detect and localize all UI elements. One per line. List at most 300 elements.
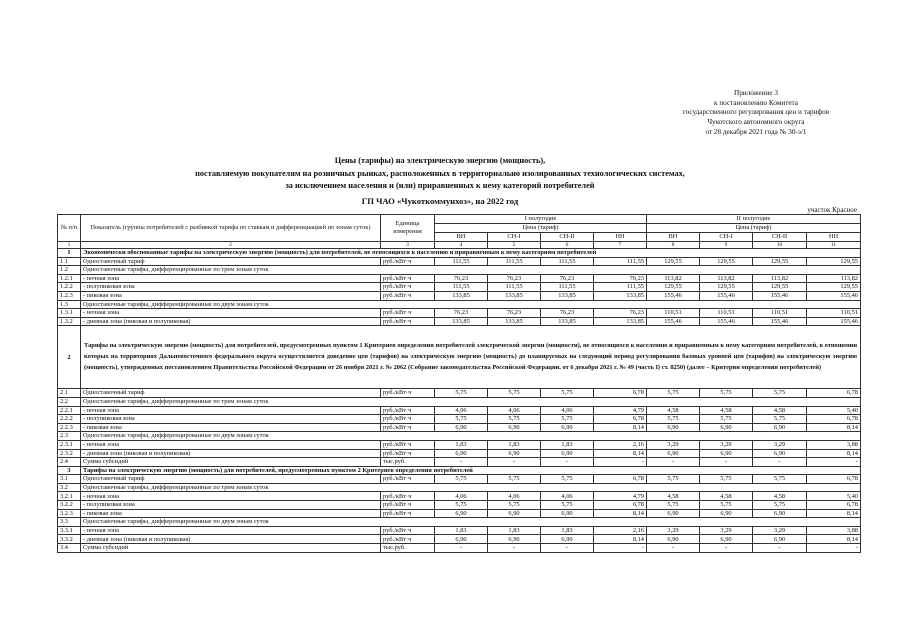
row-value: 3,29 <box>647 526 700 535</box>
row-value: 76,23 <box>488 274 541 283</box>
row-number: 1 <box>58 249 81 258</box>
row-value: 6,78 <box>594 415 647 424</box>
header-price-2: Цена (тариф) <box>647 224 861 233</box>
row-value: 6,90 <box>700 449 753 458</box>
row-value: 1,83 <box>541 440 594 449</box>
header-price-1: Цена (тариф) <box>435 224 647 233</box>
row-value: 5,75 <box>700 389 753 398</box>
row-value: 76,23 <box>541 309 594 318</box>
row-value: 155,46 <box>700 317 753 326</box>
row-value: 111,55 <box>594 283 647 292</box>
row-value: 5,40 <box>807 406 861 415</box>
table-row <box>58 266 861 275</box>
row-value: 111,55 <box>594 257 647 266</box>
row-value: 1,83 <box>435 440 488 449</box>
row-value: 4,79 <box>594 406 647 415</box>
header-level: СН-I <box>700 233 753 242</box>
row-value: 111,55 <box>488 283 541 292</box>
row-value: 1,83 <box>541 526 594 535</box>
row-number: 3.2.3 <box>58 509 81 518</box>
row-number: 1.2.3 <box>58 291 81 300</box>
row-value: 76,23 <box>435 274 488 283</box>
header-col-number: 8 <box>647 242 700 249</box>
row-value: - <box>594 544 647 553</box>
row-value: 6,78 <box>594 501 647 510</box>
table-row <box>58 300 861 309</box>
table-row <box>58 509 861 518</box>
row-value: 133,85 <box>594 291 647 300</box>
row-value: 110,51 <box>700 309 753 318</box>
row-unit: руб./кВт·ч <box>381 449 435 458</box>
row-number: 3.3 <box>58 518 81 527</box>
row-value: 6,90 <box>488 509 541 518</box>
table-row <box>58 492 861 501</box>
table-row <box>58 458 861 467</box>
row-unit: руб./кВт·ч <box>381 317 435 326</box>
row-value: 6,90 <box>753 509 807 518</box>
row-value: 5,75 <box>488 501 541 510</box>
row-value: 5,75 <box>488 389 541 398</box>
header-col-number: 6 <box>541 242 594 249</box>
appendix-line: от 28 декабря 2021 года № 30-э/1 <box>705 127 807 136</box>
row-value: - <box>541 458 594 467</box>
row-value: 6,90 <box>541 509 594 518</box>
row-value: 5,75 <box>541 415 594 424</box>
header-col-number: 2 <box>81 242 381 249</box>
row-number: 2.2.1 <box>58 406 81 415</box>
table-row <box>58 283 861 292</box>
row-number: 1.3 <box>58 300 81 309</box>
row-value: 4,06 <box>541 406 594 415</box>
title-line: поставляемую покупателям на розничных рынках, расположенных в территориально изолированных технологических системах, <box>195 168 685 178</box>
row-value: 4,58 <box>700 406 753 415</box>
appendix-line: Приложение 3 <box>734 89 778 97</box>
row-value: 3,88 <box>807 526 861 535</box>
row-value: 111,55 <box>435 283 488 292</box>
table-row <box>58 432 861 441</box>
header-half-1: I полугодие <box>435 215 647 224</box>
row-value: 110,51 <box>753 309 807 318</box>
header-col-number: 1 <box>58 242 81 249</box>
row-value: 155,46 <box>807 317 861 326</box>
row-value: 133,85 <box>541 317 594 326</box>
row-value: 5,75 <box>647 415 700 424</box>
row-name: Одноставочный тариф <box>81 389 381 398</box>
row-value: 129,55 <box>700 257 753 266</box>
row-value: 110,51 <box>647 309 700 318</box>
table-row <box>58 475 861 484</box>
row-value: - <box>647 458 700 467</box>
header-col-number: 3 <box>381 242 435 249</box>
row-unit: руб./кВт·ч <box>381 283 435 292</box>
row-name: - ночная зона <box>81 309 381 318</box>
row-value: 4,06 <box>488 406 541 415</box>
row-value: 8,14 <box>594 449 647 458</box>
row-value: 113,82 <box>753 274 807 283</box>
row-number: 3.2 <box>58 483 81 492</box>
row-value: 6,78 <box>807 389 861 398</box>
row-unit: руб./кВт·ч <box>381 535 435 544</box>
row-value: 6,90 <box>647 509 700 518</box>
row-subheading: Одноставочные тарифы, дифференцированные по трем зонам суток <box>81 483 861 492</box>
row-value: - <box>700 544 753 553</box>
row-value: 6,90 <box>700 423 753 432</box>
row-value: 6,90 <box>700 509 753 518</box>
row-name: - дневная зона (пиковая и полупиковая) <box>81 535 381 544</box>
row-unit: руб./кВт·ч <box>381 492 435 501</box>
row-value: 133,85 <box>435 291 488 300</box>
row-value: 76,23 <box>541 274 594 283</box>
row-value: - <box>700 458 753 467</box>
row-value: 129,55 <box>807 283 861 292</box>
row-value: 8,14 <box>594 535 647 544</box>
title-line: Цены (тарифы) на электрическую энергию (мощность), <box>334 156 546 165</box>
table-row <box>58 317 861 326</box>
table-row <box>58 415 861 424</box>
row-value: 133,85 <box>541 291 594 300</box>
row-value: 5,75 <box>435 389 488 398</box>
row-number: 2.2.2 <box>58 415 81 424</box>
row-value: - <box>807 458 861 467</box>
row-value: 6,90 <box>488 423 541 432</box>
row-name: - полупиковая зона <box>81 283 381 292</box>
row-unit: руб./кВт·ч <box>381 406 435 415</box>
appendix-line: государственного регулирования цен и тарифов <box>682 108 830 117</box>
row-value: 4,06 <box>488 492 541 501</box>
row-value: 5,75 <box>753 475 807 484</box>
row-value: 2,16 <box>594 526 647 535</box>
table-row <box>58 257 861 266</box>
row-value: 5,75 <box>647 389 700 398</box>
row-value: 113,82 <box>700 274 753 283</box>
row-name: - пиковая зона <box>81 509 381 518</box>
row-value: - <box>807 544 861 553</box>
row-name: - ночная зона <box>81 406 381 415</box>
row-value: 155,46 <box>647 317 700 326</box>
row-number: 2.2.3 <box>58 423 81 432</box>
appendix-block <box>651 89 841 138</box>
row-value: - <box>647 544 700 553</box>
row-number: 3.2.1 <box>58 492 81 501</box>
row-value: 6,78 <box>594 389 647 398</box>
row-value: 8,14 <box>807 535 861 544</box>
header-level: ВН <box>647 233 700 242</box>
row-value: 3,29 <box>753 526 807 535</box>
header-half-2: II полугодие <box>647 215 861 224</box>
row-value: 8,14 <box>594 509 647 518</box>
row-value: 6,90 <box>753 449 807 458</box>
row-value: 4,06 <box>435 406 488 415</box>
header-col-number: 5 <box>488 242 541 249</box>
header-col-number: 4 <box>435 242 488 249</box>
header-col-number: 10 <box>753 242 807 249</box>
row-subheading: Одноставочные тарифы, дифференцированные по двум зонам суток <box>81 432 861 441</box>
row-value: 155,46 <box>647 291 700 300</box>
row-value: 6,90 <box>541 423 594 432</box>
row-value: 6,90 <box>488 449 541 458</box>
row-value: 4,58 <box>700 492 753 501</box>
table-row <box>58 397 861 406</box>
row-value: 5,40 <box>807 492 861 501</box>
appendix-line: Чукотского автономного округа <box>707 118 805 127</box>
row-name: Сумма субсидий <box>81 544 381 553</box>
row-value: 155,46 <box>753 291 807 300</box>
row-value: 133,85 <box>488 317 541 326</box>
header-col-number: 9 <box>700 242 753 249</box>
row-unit: руб./кВт·ч <box>381 291 435 300</box>
row-value: 6,78 <box>807 415 861 424</box>
row-unit: руб./кВт·ч <box>381 389 435 398</box>
row-number: 1.1 <box>58 257 81 266</box>
table-row <box>58 309 861 318</box>
row-value: 76,23 <box>594 309 647 318</box>
row-name: - ночная зона <box>81 526 381 535</box>
row-unit: руб./кВт·ч <box>381 274 435 283</box>
title-line: за исключением населения и (или) приравненных к нему категорий потребителей <box>285 181 595 191</box>
row-name: - пиковая зона <box>81 423 381 432</box>
header-unit: Единица измерения <box>381 215 435 242</box>
site-note: участок Красное <box>807 206 857 214</box>
row-value: 5,75 <box>700 415 753 424</box>
row-value: 6,78 <box>807 475 861 484</box>
header-col-number: 7 <box>594 242 647 249</box>
row-value: 129,55 <box>807 257 861 266</box>
row-value: 76,23 <box>435 309 488 318</box>
row-unit: руб./кВт·ч <box>381 501 435 510</box>
row-value: 6,90 <box>435 535 488 544</box>
row-value: 155,46 <box>753 317 807 326</box>
row-value: 111,55 <box>541 283 594 292</box>
row-value: - <box>435 458 488 467</box>
row-value: 113,82 <box>647 274 700 283</box>
table-row <box>58 466 861 475</box>
row-number: 1.3.1 <box>58 309 81 318</box>
row-number: 1.2 <box>58 266 81 275</box>
row-value: 5,75 <box>700 501 753 510</box>
row-value: 5,75 <box>753 389 807 398</box>
row-value: 8,14 <box>807 449 861 458</box>
row-section-name: Тарифы на электрическую энергию (мощность) для потребителей, предусмотренных пунктом 2 Критериев определения потребителей <box>81 466 861 475</box>
row-value: 6,90 <box>541 449 594 458</box>
row-subheading: Одноставочные тарифы, дифференцированные по трем зонам суток <box>81 397 861 406</box>
tariff-table <box>57 214 861 553</box>
row-value: 5,75 <box>541 475 594 484</box>
row-value: 8,14 <box>807 423 861 432</box>
row-value: 111,55 <box>488 257 541 266</box>
row-number: 2.1 <box>58 389 81 398</box>
row-number: 1.2.2 <box>58 283 81 292</box>
table-row <box>58 535 861 544</box>
row-subheading: Одноставочные тарифы, дифференцированные по двум зонам суток <box>81 300 861 309</box>
row-value: 6,90 <box>435 423 488 432</box>
row-number: 3.3.1 <box>58 526 81 535</box>
row-unit: тыс.руб. <box>381 544 435 553</box>
row-number: 3.2.2 <box>58 501 81 510</box>
row-value: 3,29 <box>647 440 700 449</box>
row-value: - <box>594 458 647 467</box>
row-value: 3,88 <box>807 440 861 449</box>
row-value: 1,83 <box>488 440 541 449</box>
row-value: - <box>753 544 807 553</box>
row-value: 6,90 <box>647 423 700 432</box>
row-value: 133,85 <box>488 291 541 300</box>
row-value: 155,46 <box>700 291 753 300</box>
table-row <box>58 526 861 535</box>
row-unit: руб./кВт·ч <box>381 309 435 318</box>
row-value: 5,75 <box>753 501 807 510</box>
table-row <box>58 389 861 398</box>
row-value: 6,90 <box>753 423 807 432</box>
header-level: СН-II <box>753 233 807 242</box>
row-value: 129,55 <box>753 283 807 292</box>
row-unit: тыс.руб. <box>381 458 435 467</box>
row-value: - <box>488 544 541 553</box>
row-number: 2.4 <box>58 458 81 467</box>
table-row <box>58 449 861 458</box>
row-value: 8,14 <box>594 423 647 432</box>
row-value: 5,75 <box>753 415 807 424</box>
row-value: 3,29 <box>700 440 753 449</box>
table-row <box>58 291 861 300</box>
row-number: 1.3.2 <box>58 317 81 326</box>
header-level: НН <box>807 233 861 242</box>
row-value: - <box>541 544 594 553</box>
row-unit: руб./кВт·ч <box>381 526 435 535</box>
header-level: СН-I <box>488 233 541 242</box>
row-value: 5,75 <box>488 475 541 484</box>
row-value: 6,78 <box>594 475 647 484</box>
table-row <box>58 483 861 492</box>
table-row <box>58 501 861 510</box>
row-number: 2.3.2 <box>58 449 81 458</box>
row-number: 2.2 <box>58 397 81 406</box>
header-indicator: Показатель (группы потребителей с разбивкой тарифа по ставкам и дифференциацией по зонам суток) <box>81 215 381 242</box>
row-value: 4,58 <box>647 406 700 415</box>
header-no: № п/п <box>58 215 81 242</box>
row-value: 5,75 <box>541 389 594 398</box>
row-value: 111,55 <box>541 257 594 266</box>
row-value: 1,83 <box>435 526 488 535</box>
row-value: 5,75 <box>435 475 488 484</box>
table-row <box>58 440 861 449</box>
row-unit: руб./кВт·ч <box>381 509 435 518</box>
row-value: 6,90 <box>488 535 541 544</box>
row-value: 155,46 <box>807 291 861 300</box>
row-value: 129,55 <box>700 283 753 292</box>
row-value: 113,82 <box>807 274 861 283</box>
row-value: 76,23 <box>594 274 647 283</box>
row-value: 8,14 <box>807 509 861 518</box>
row-value: 110,51 <box>807 309 861 318</box>
row-number: 3.4 <box>58 544 81 553</box>
row-value: 5,75 <box>435 501 488 510</box>
row-name: - пиковая зона <box>81 291 381 300</box>
row-value: 4,58 <box>753 492 807 501</box>
row-unit: руб./кВт·ч <box>381 423 435 432</box>
table-row <box>58 423 861 432</box>
row-number: 3.3.2 <box>58 535 81 544</box>
row-value: 133,85 <box>594 317 647 326</box>
row-number: 1.2.1 <box>58 274 81 283</box>
row-value: 129,55 <box>647 257 700 266</box>
row-value: 3,29 <box>700 526 753 535</box>
row-unit: руб./кВт·ч <box>381 257 435 266</box>
document-title <box>130 155 750 206</box>
row-name: - дневная зона (пиковая и полупиковая) <box>81 449 381 458</box>
row-section-name: Экономически обоснованные тарифы на электрическую энергию (мощность) для потребителей, не относящихся к населению и приравненным к нему категориям потребителей <box>81 249 861 258</box>
row-unit: руб./кВт·ч <box>381 415 435 424</box>
row-unit: руб./кВт·ч <box>381 440 435 449</box>
header-level: СН-II <box>541 233 594 242</box>
row-value: 5,75 <box>647 501 700 510</box>
row-number: 2.3.1 <box>58 440 81 449</box>
row-value: 2,16 <box>594 440 647 449</box>
table-row <box>58 249 861 258</box>
row-value: 3,29 <box>753 440 807 449</box>
row-value: 129,55 <box>647 283 700 292</box>
row-value: 4,06 <box>541 492 594 501</box>
row-value: 6,78 <box>807 501 861 510</box>
row-value: 6,90 <box>700 535 753 544</box>
row-value: 129,55 <box>753 257 807 266</box>
row-name: Одноставочный тариф <box>81 475 381 484</box>
row-value: 4,58 <box>753 406 807 415</box>
row-value: 5,75 <box>435 415 488 424</box>
table-row <box>58 406 861 415</box>
row-value: 5,75 <box>700 475 753 484</box>
row-value: 111,55 <box>435 257 488 266</box>
row-name: - полупиковая зона <box>81 415 381 424</box>
organization-title: ГП ЧАО «Чукоткоммунхоз», на 2022 год <box>361 195 519 206</box>
row-subheading: Одноставочные тарифы, дифференцированные по трем зонам суток <box>81 266 861 275</box>
row-subheading: Одноставочные тарифы, дифференцированные по двум зонам суток <box>81 518 861 527</box>
row-value: 76,23 <box>488 309 541 318</box>
row-name: - дневная зона (пиковая и полупиковая) <box>81 317 381 326</box>
table-row <box>58 518 861 527</box>
row-value: 6,90 <box>435 509 488 518</box>
row-long-description: Тарифы на электрическую энергию (мощность) для потребителей, предусмотренных пунктом 1 Критериев определения потребителей электрической энергии (мощности), не относящихся к населению и приравненным к нему категориям потребителей, в отношении которых на территориях Дальневосточного федерального округа осуществляется доведение цен (тарифов) на электрическую энергию (мощность) до планируемых на следующий период регулирования базовых уровней цен (тарифов) на электрическую энергию (мощность), утвержденных постановлением Правительства Российской Федерации от 26 ноября 2021 г. № 2062 (Собрание законодательства Российской Федерации, от 6 декабря 2021 г. № 49 (часть I) ст. 8250) (далее – Критерии определения потребителей) <box>81 326 861 389</box>
row-value: 6,90 <box>435 449 488 458</box>
row-value: 133,85 <box>435 317 488 326</box>
row-value: - <box>488 458 541 467</box>
row-name: Одноставочный тариф <box>81 257 381 266</box>
row-value: - <box>435 544 488 553</box>
row-value: 4,58 <box>647 492 700 501</box>
table-row <box>58 544 861 553</box>
row-value: 6,90 <box>541 535 594 544</box>
row-name: - ночная зона <box>81 274 381 283</box>
header-level: НН <box>594 233 647 242</box>
table-row <box>58 274 861 283</box>
row-value: - <box>753 458 807 467</box>
row-name: - ночная зона <box>81 440 381 449</box>
appendix-line: к постановлению Комитета <box>714 98 798 107</box>
row-value: 5,75 <box>488 415 541 424</box>
row-value: 4,79 <box>594 492 647 501</box>
row-value: 5,75 <box>647 475 700 484</box>
row-number: 3.1 <box>58 475 81 484</box>
row-name: - полупиковая зона <box>81 501 381 510</box>
row-name: Сумма субсидий <box>81 458 381 467</box>
row-number: 2.3 <box>58 432 81 441</box>
table-row <box>58 326 861 389</box>
row-value: 6,90 <box>647 449 700 458</box>
row-number: 2 <box>58 326 81 389</box>
header-level: ВН <box>435 233 488 242</box>
row-value: 6,90 <box>647 535 700 544</box>
header-col-number: 11 <box>807 242 861 249</box>
row-value: 4,06 <box>435 492 488 501</box>
